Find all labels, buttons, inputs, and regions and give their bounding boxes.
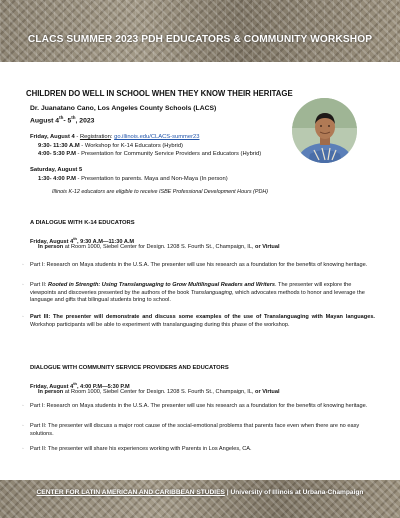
k14-part-2: Part II: Rooted in Strength: Using Translanguaging to Grow Multilingual Readers and Writers. The presenter will explore the viewpoints and discoveries presented by the authors of the book Translanguaging, which advocates methods to honor and leverage the language and gifts that bilingual students bring to school. (30, 282, 365, 304)
banner-title: CLACS SUMMER 2023 PDH EDUCATORS & COMMUNITY WORKSHOP (27, 34, 373, 45)
university-name: University of Illinois at Urbana-Champaign (230, 489, 364, 496)
k14-where: In person at Room 1000, Siebel Center for Design. 1208 S. Fourth St., Champaign, IL, or Virtual (38, 244, 280, 250)
friday-day-line: Friday, August 4 - Registration: go.illinois.edu/CLACS-summer23 (30, 134, 200, 140)
pdh-note: Illinois K-12 educators are eligible to receive ISBE Professional Development Hours (PDH) (52, 189, 269, 195)
community-part-2: Part II: The presenter will discuss a major root cause of the social-emotional problems that parents face even when there are no easy solutions. (30, 423, 360, 437)
speaker-photo (292, 98, 357, 163)
k14-part-3: Part III: The presenter will demonstrate and discuss some examples of the use of Translanguaging with Mayan languages. Workshop participants will be able to experiment with translanguaging during this phase of the workshop. (30, 314, 375, 328)
friday-session-1: 9:30- 11:30 A.M - Workshop for K-14 Educators (Hybrid) (38, 142, 183, 149)
clacs-link[interactable]: CENTER FOR LATIN AMERICAN AND CARIBBEAN STUDIES (36, 489, 225, 496)
footer-banner (0, 480, 400, 518)
event-dates: August 4th- 5th, 2023 (30, 115, 95, 125)
section-heading-k14: A DIALOGUE WITH K-14 EDUCATORS (30, 220, 135, 226)
speaker-info (30, 104, 216, 125)
community-part-3: Part II: The presenter will share his experiences working with Parents in Los Angeles, CA. (30, 446, 252, 452)
community-when: Friday, August 4th, 4:00 P.M—5:30 P.M (30, 381, 130, 390)
k14-when: Friday, August 4th, 9:30 A.M—11:30 A.M (30, 236, 135, 245)
section-heading-community: DIALOGUE WITH COMMUNITY SERVICE PROVIDERS AND EDUCATORS (30, 365, 229, 371)
k14-part-1: Part I: Research on Maya students in the U.S.A. The presenter will use his research as a foundation for the benefits of knowing heritage. (30, 262, 368, 268)
registration-link[interactable]: go.illinois.edu/CLACS-summer23 (114, 134, 200, 140)
community-where: In person at Room 1000, Siebel Center for Design. 1208 S. Fourth St., Champaign, IL, or Virtual (38, 389, 280, 395)
saturday-day-line: Saturday, August 5 (30, 167, 83, 173)
friday-session-2: 4:00- 5:30 P.M - Presentation for Community Service Providers and Educators (Hybrid) (38, 151, 262, 157)
page-title: CHILDREN DO WELL IN SCHOOL WHEN THEY KNOW THEIR HERITAGE (26, 89, 293, 98)
speaker-name: Dr. Juanatano Cano, Los Angeles County Schools (LACS) (30, 105, 217, 112)
saturday-session-1: 1:30- 4:00 P.M - Presentation to parents. Maya and Non-Maya (In person) (38, 175, 228, 182)
header-banner (0, 0, 400, 62)
community-part-1: Part I: Research on Maya students in the U.S.A. The presenter will use his research as a foundation for the benefits of knowing heritage. (30, 403, 368, 409)
footer-text: CENTER FOR LATIN AMERICAN AND CARIBBEAN STUDIES | University of Illinois at Urbana-Champaign (36, 489, 364, 496)
